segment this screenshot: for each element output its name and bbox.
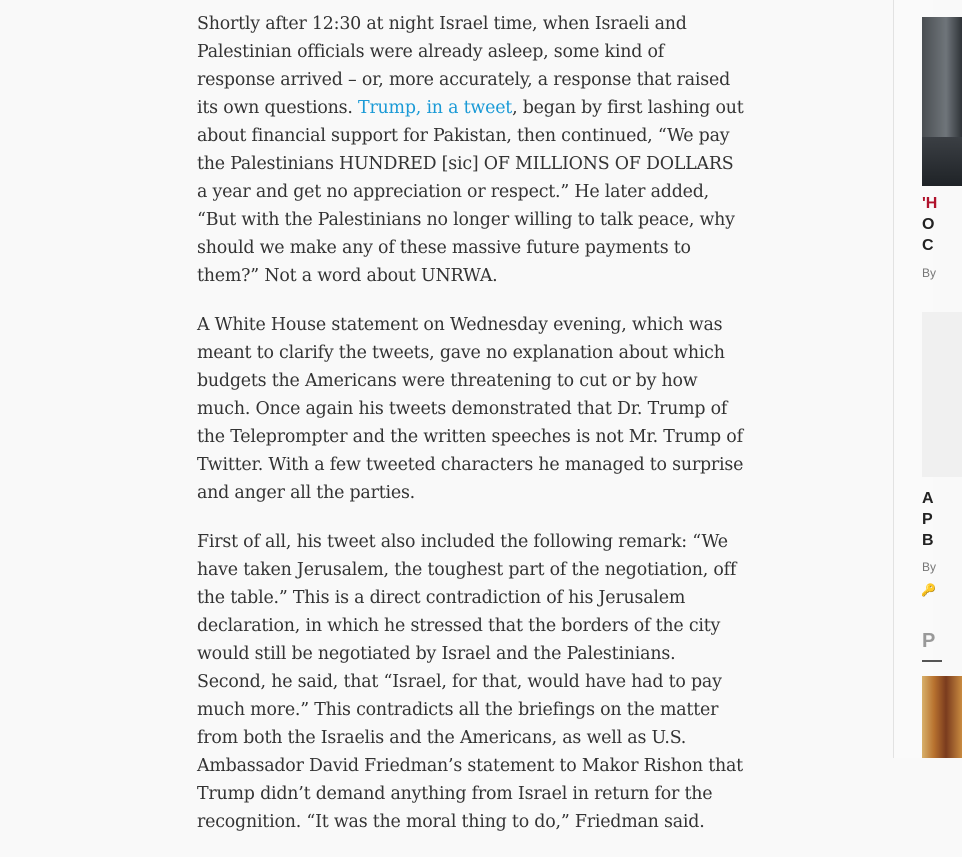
trump-tweet-link[interactable]: Trump, in a tweet: [358, 98, 513, 118]
article-thumbnail[interactable]: [922, 312, 962, 477]
sidebar: [894, 0, 938, 758]
card-headline[interactable]: O: [922, 216, 935, 233]
card-byline: By: [922, 266, 937, 280]
section-underline: [922, 660, 942, 662]
card-headline[interactable]: C: [922, 237, 934, 254]
card-headline[interactable]: A: [922, 490, 934, 507]
article-paragraph: [197, 10, 745, 290]
key-icon: 🔑: [921, 583, 936, 597]
section-title: P: [922, 630, 936, 652]
card-byline: By: [922, 560, 937, 574]
card-headline[interactable]: P: [922, 511, 933, 528]
article-thumbnail[interactable]: [922, 17, 962, 186]
paragraph-text: , began by first lashing out about financial support for Pakistan, then continued, “We pay the Palestinians HUNDRED [sic] OF MILLIONS OF DOLLARS a year and get no appreciation or respect.” He later added, “But with the Palestinians no longer willing to talk peace, why should we make any of these massive future payments to them?” Not a word about UNRWA.: [197, 98, 744, 286]
card-headline[interactable]: B: [922, 532, 934, 549]
article-body: [197, 10, 745, 857]
card-kicker[interactable]: 'H: [922, 195, 938, 212]
article-paragraph: First of all, his tweet also included the following remark: “We have taken Jerusalem, the toughest part of the negotiation, off the table.” This is a direct contradiction of his Jerusalem declaration, in which he stressed that the borders of the city would still be negotiated by Israel and the Palestinians. Second, he said, that “Israel, for that, would have had to pay much more.” This contradicts all the briefings on the matter from both the Israelis and the Americans, as well as U.S. Ambassador David Friedman’s statement to Makor Rishon that Trump didn’t demand anything from Israel in return for the recognition. “It was the moral thing to do,” Friedman said.: [197, 532, 743, 832]
article-thumbnail[interactable]: [922, 676, 962, 758]
article-paragraph: A White House statement on Wednesday evening, which was meant to clarify the tweets, gave no explanation about which budgets the Americans were threatening to cut or by how much. Once again his tweets demonstrated that Dr. Trump of the Teleprompter and the written speeches is not Mr. Trump of Twitter. With a few tweeted characters he managed to surprise and anger all the parties.: [197, 315, 744, 503]
paragraph-text: Shortly after 12:30 at night Israel time, when Israeli and Palestinian officials were already asleep, some kind of response arrived – or, more accurately, a response that raised its own questions.: [197, 14, 731, 118]
